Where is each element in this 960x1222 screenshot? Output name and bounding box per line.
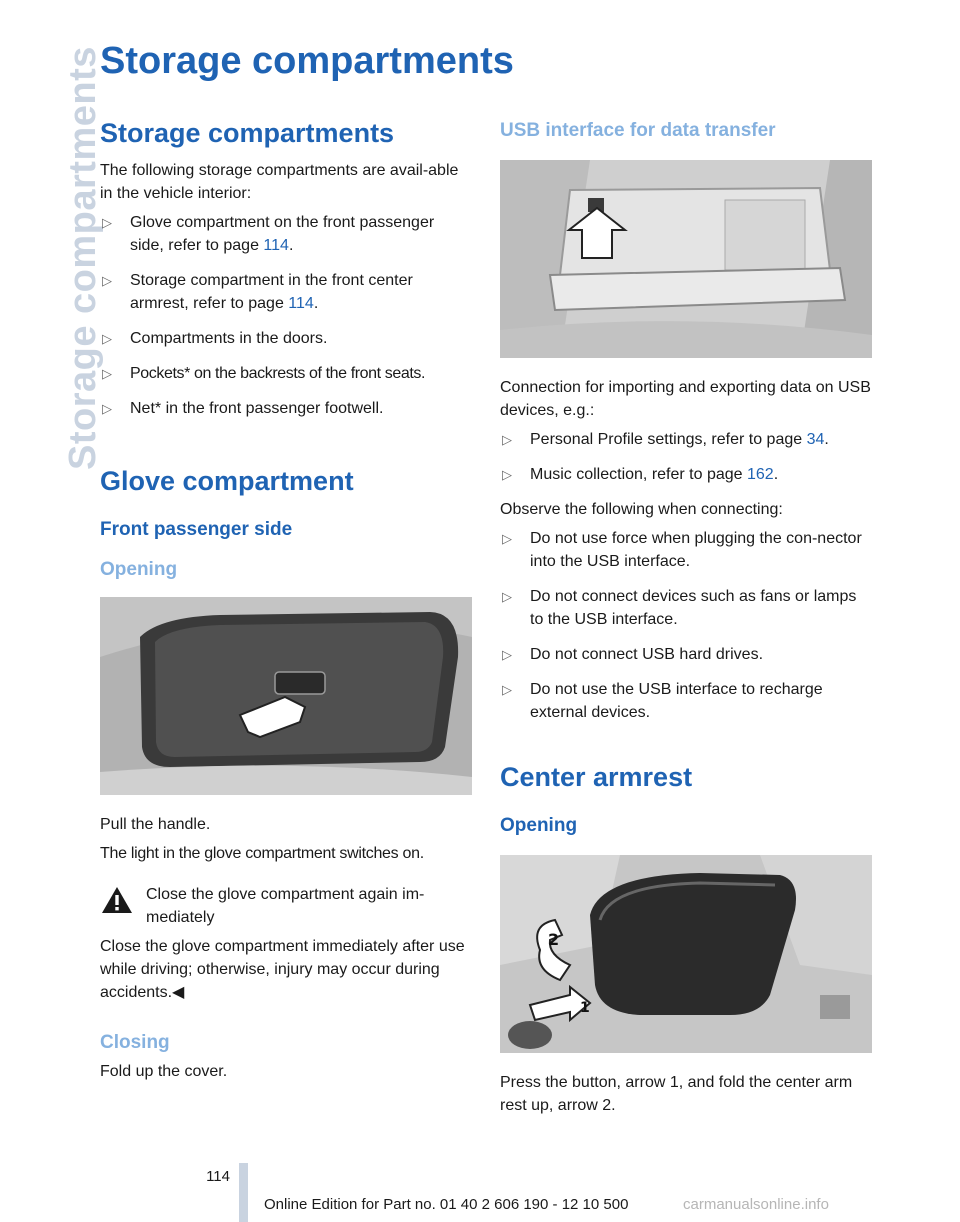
list-item: ▷ Glove compartment on the front passenger side, refer to page 114. — [100, 211, 472, 257]
subheading-front-passenger: Front passenger side — [100, 519, 293, 540]
list-item: ▷ Music collection, refer to page 162. — [500, 463, 872, 486]
warning-title: Close the glove compartment again im-mediately — [146, 886, 425, 926]
page-title: Storage compartments — [100, 40, 514, 82]
subheading-opening: Opening — [100, 559, 178, 580]
list-item: ▷ Compartments in the doors. — [100, 327, 472, 350]
list-item: ▷ Do not use the USB interface to recharge external devices. — [500, 678, 872, 724]
storage-list — [100, 211, 472, 420]
arrow-1-label: 1 — [580, 1000, 590, 1016]
page-link[interactable]: 114 — [288, 295, 314, 312]
section-heading-armrest: Center armrest — [500, 762, 693, 792]
glove-compartment-photo — [100, 597, 472, 795]
bullet-icon: ▷ — [502, 589, 512, 604]
subheading-closing: Closing — [100, 1032, 170, 1053]
arrow-2-label: 2 — [548, 930, 560, 949]
warning-block — [100, 883, 472, 929]
left-column — [100, 118, 472, 1089]
armrest-text: Press the button, arrow 1, and fold the center arm rest up, arrow 2. — [500, 1074, 853, 1114]
section-heading-glove: Glove compartment — [100, 466, 354, 496]
warning-icon — [100, 885, 134, 915]
bullet-icon: ▷ — [502, 647, 512, 662]
bullet-icon: ▷ — [502, 467, 512, 482]
list-item: ▷ Do not connect USB hard drives. — [500, 643, 872, 666]
bullet-icon: ▷ — [502, 432, 512, 447]
bullet-icon: ▷ — [102, 273, 112, 288]
footer-bar — [239, 1163, 248, 1222]
observe-list — [500, 527, 872, 724]
list-item: ▷ Personal Profile settings, refer to page 34. — [500, 428, 872, 451]
subheading-armrest-opening: Opening — [500, 815, 578, 836]
usb-interface-photo — [500, 160, 872, 358]
observe-text: Observe the following when connecting: — [500, 501, 783, 518]
page-number: 114 — [206, 1168, 230, 1185]
list-item: ▷ Do not connect devices such as fans or lamps to the USB interface. — [500, 585, 872, 631]
fold-cover-text: Fold up the cover. — [100, 1063, 228, 1080]
light-text: The light in the glove compartment switches on. — [100, 845, 424, 862]
list-item: ▷ Storage compartment in the front center armrest, refer to page 114. — [100, 269, 472, 315]
bullet-icon: ▷ — [102, 331, 112, 346]
usb-list — [500, 428, 872, 486]
side-title-text: Storage compartments — [62, 46, 104, 470]
armrest-photo — [500, 855, 872, 1053]
section-heading-storage: Storage compartments — [100, 118, 395, 148]
list-item: ▷ Pockets* on the backrests of the front seats. — [100, 362, 472, 385]
page-link[interactable]: 162 — [747, 466, 774, 483]
watermark-text: carmanualsonline.info — [683, 1196, 829, 1213]
pull-handle-text: Pull the handle. — [100, 816, 211, 833]
bullet-icon: ▷ — [102, 366, 112, 381]
list-item: ▷ Do not use force when plugging the con-nector into the USB interface. — [500, 527, 872, 573]
page-link[interactable]: 34 — [806, 431, 825, 448]
right-column — [500, 120, 872, 1123]
warning-body: Close the glove compartment immediately after use while driving; otherwise, injury may occur during accidents.◀ — [100, 938, 465, 1001]
side-title — [0, 0, 104, 520]
bullet-icon: ▷ — [102, 215, 112, 230]
subheading-usb: USB interface for data transfer — [500, 120, 776, 141]
intro-text: The following storage compartments are avail-able in the vehicle interior: — [100, 162, 459, 202]
bullet-icon: ▷ — [502, 682, 512, 697]
bullet-icon: ▷ — [502, 531, 512, 546]
page-link[interactable]: 114 — [263, 237, 289, 254]
edition-text: Online Edition for Part no. 01 40 2 606 190 - 12 10 500 — [264, 1196, 629, 1213]
list-item: ▷ Net* in the front passenger footwell. — [100, 397, 472, 420]
usb-intro-text: Connection for importing and exporting data on USB devices, e.g.: — [500, 379, 871, 419]
bullet-icon: ▷ — [102, 401, 112, 416]
